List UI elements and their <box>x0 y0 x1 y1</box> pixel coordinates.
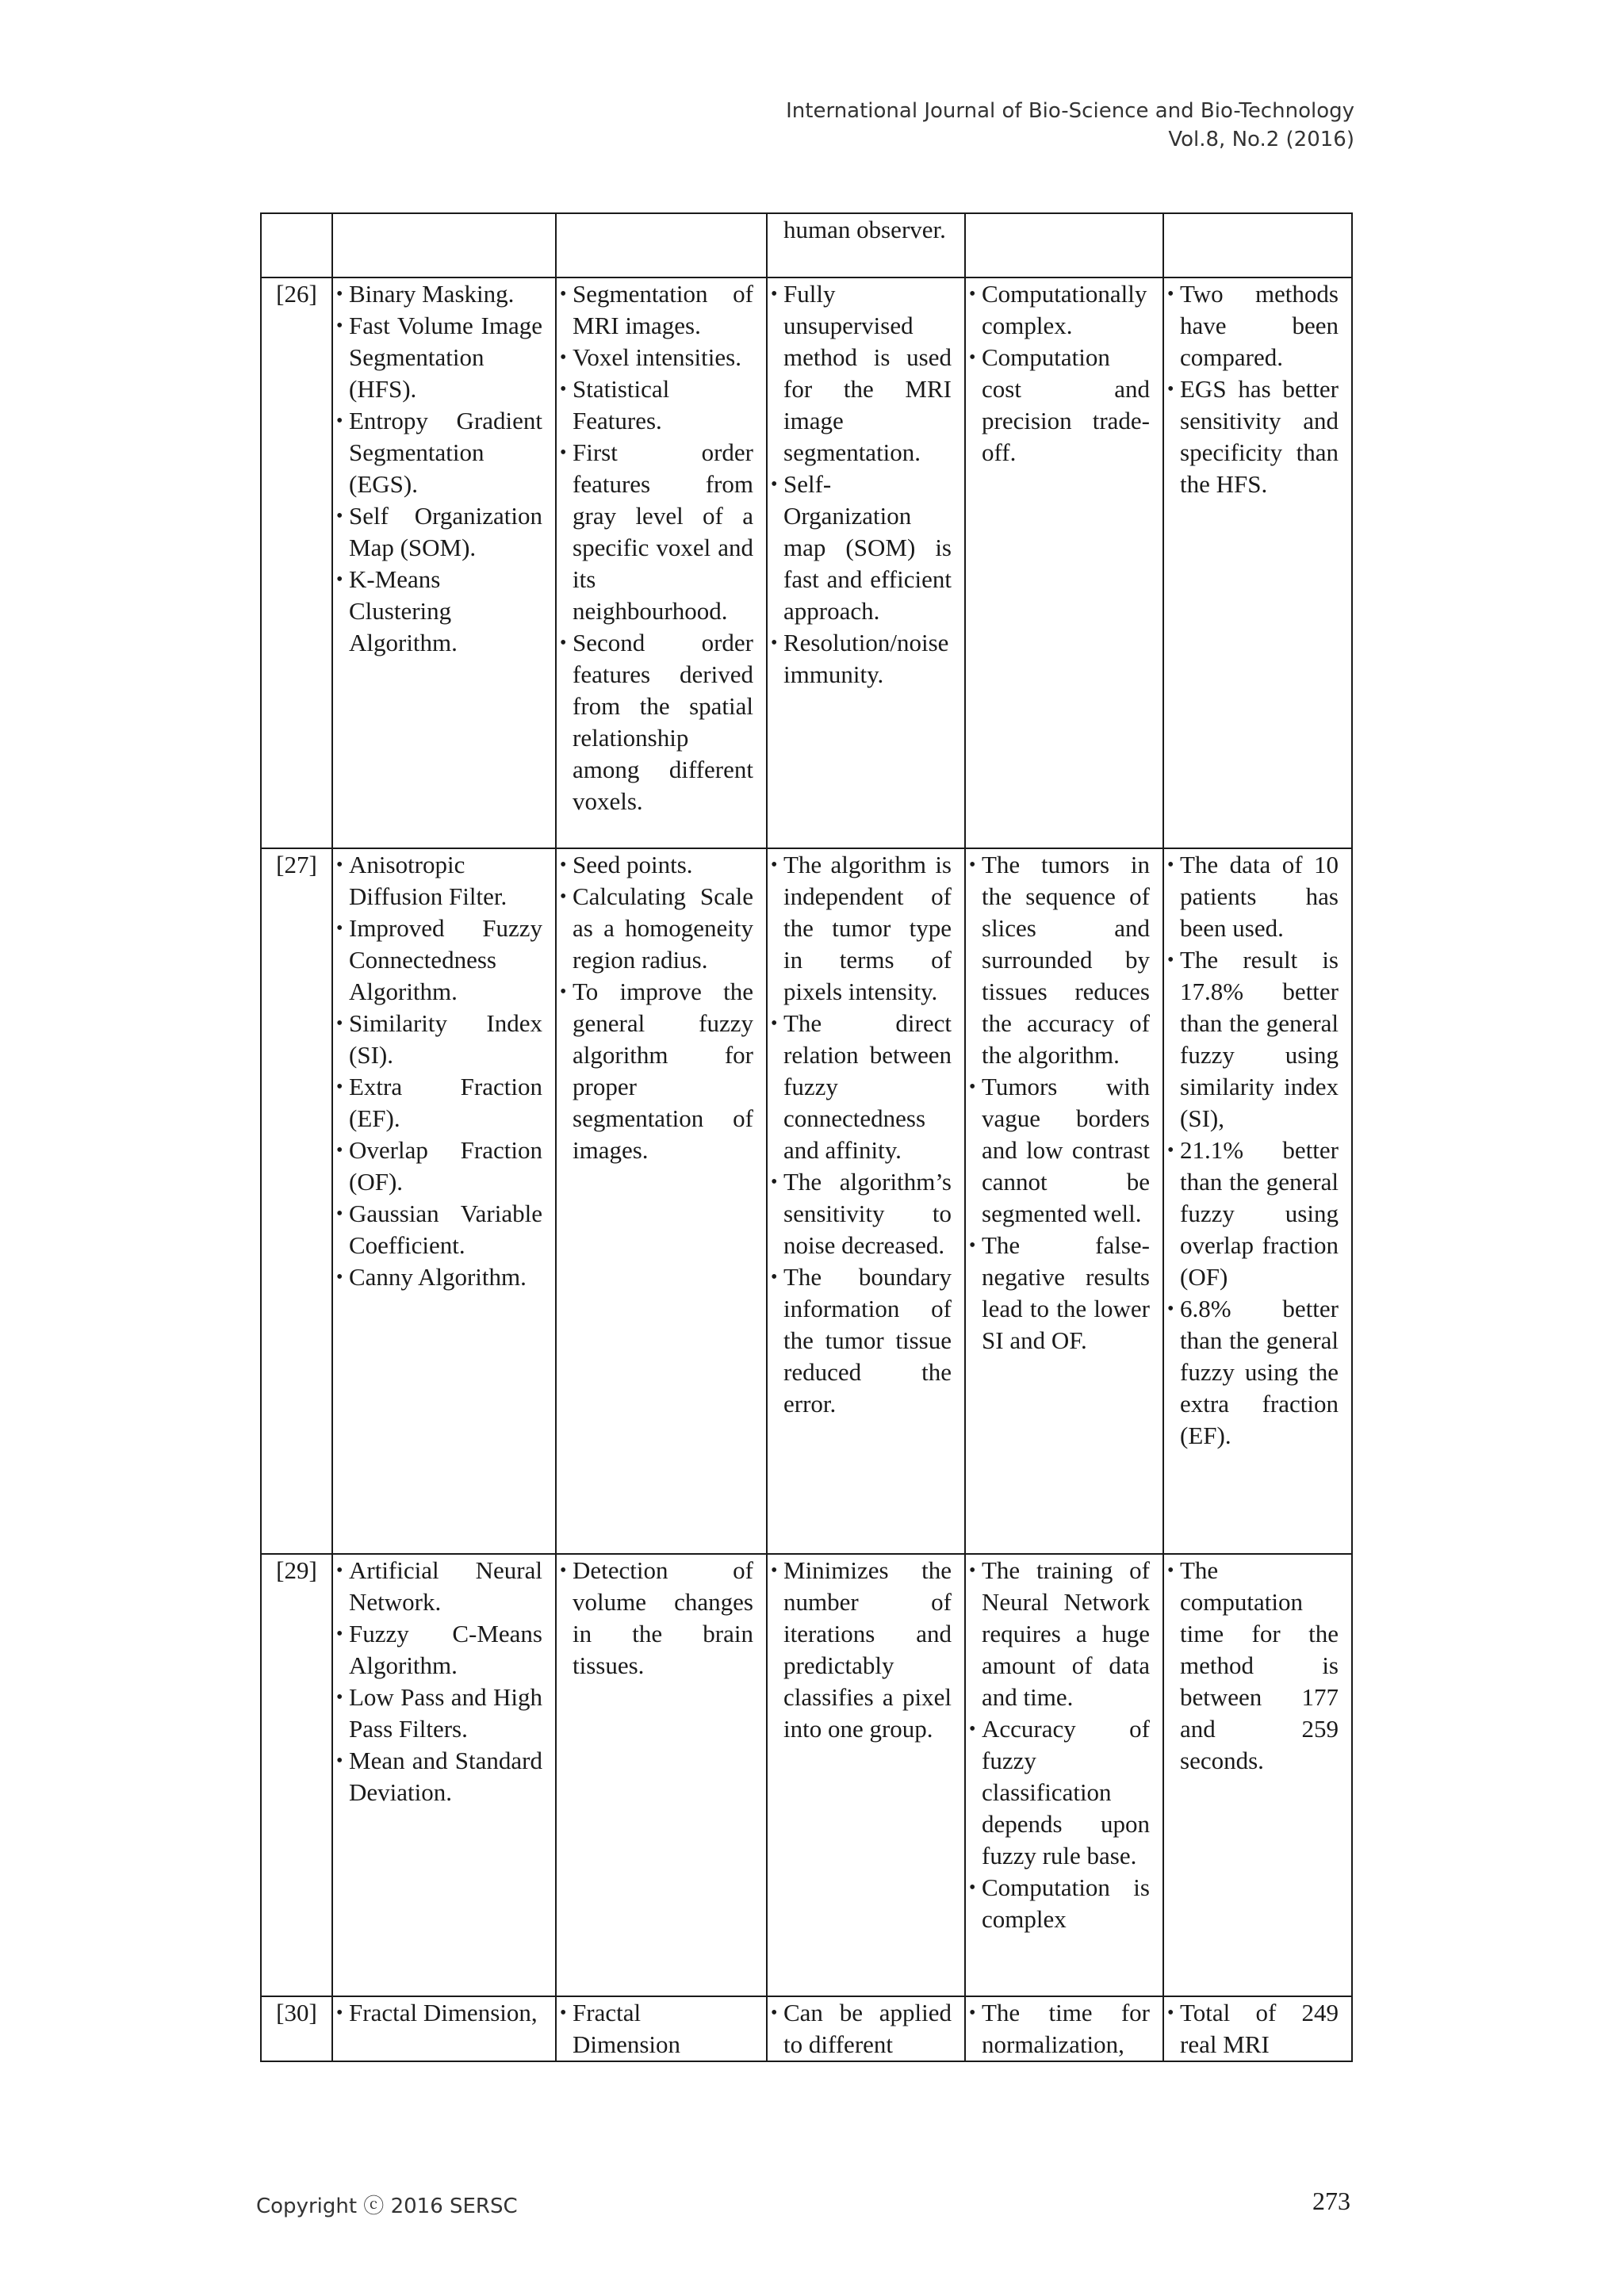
techniques-cell <box>332 213 556 277</box>
advantages-cell <box>767 213 965 277</box>
list-item: • K-Means Clustering Algorithm. <box>336 564 542 659</box>
list-item: • Statistical Features. <box>560 373 753 437</box>
list-item: • The computation time for the method is between 177 and 259 seconds. <box>1167 1555 1339 1777</box>
list-item: • Tumors with vague borders and low contrast cannot be segmented well. <box>969 1071 1150 1230</box>
list-item: • Fractal Dimension <box>560 1997 753 2061</box>
ref-cell <box>261 1554 332 1996</box>
remarks-cell <box>1163 1554 1352 1996</box>
disadvantages-list <box>969 1555 1150 1935</box>
list-item: • Two methods have been compared. <box>1167 278 1339 373</box>
features-cell <box>556 277 767 848</box>
remarks-cell <box>1163 1996 1352 2061</box>
list-item: • Improved Fuzzy Connectedness Algorithm. <box>336 913 542 1008</box>
features-list <box>560 1555 753 1682</box>
techniques-list <box>336 1997 542 2029</box>
techniques-list <box>336 849 542 1293</box>
list-item: • Canny Algorithm. <box>336 1261 542 1293</box>
list-item: • Mean and Standard Deviation. <box>336 1745 542 1808</box>
disadvantages-list <box>969 278 1150 469</box>
list-item: • The data of 10 patients has been used. <box>1167 849 1339 944</box>
remarks-cell <box>1163 213 1352 277</box>
list-item: • Segmentation of MRI images. <box>560 278 753 342</box>
journal-volume: Vol.8, No.2 (2016) <box>1168 128 1354 151</box>
disadvantages-cell <box>965 277 1163 848</box>
disadvantages-cell <box>965 1996 1163 2061</box>
advantages-cell <box>767 1996 965 2061</box>
list-item: • Computationally complex. <box>969 278 1150 342</box>
list-item: • Anisotropic Diffusion Filter. <box>336 849 542 913</box>
list-item: • Can be applied to different <box>771 1997 952 2061</box>
ref-cell <box>261 213 332 277</box>
table-row <box>261 848 1352 1554</box>
ref-number: [27] <box>276 851 317 878</box>
list-item: • Detection of volume changes in the brain tissues. <box>560 1555 753 1682</box>
list-item: • Overlap Fraction (OF). <box>336 1135 542 1198</box>
advantages-list <box>771 1997 952 2061</box>
list-item: • Low Pass and High Pass Filters. <box>336 1682 542 1745</box>
list-item: • Extra Fraction (EF). <box>336 1071 542 1135</box>
copyright-notice: Copyright ⓒ 2016 SERSC <box>256 2195 518 2218</box>
remarks-list <box>1167 1555 1339 1777</box>
list-item: • Second order features derived from the spatial relationship among different voxels. <box>560 627 753 817</box>
techniques-list <box>336 278 542 659</box>
disadvantages-list <box>969 849 1150 1357</box>
list-item: • To improve the general fuzzy algorithm for proper segmentation of images. <box>560 976 753 1166</box>
features-list <box>560 849 753 1166</box>
list-item: • The time for normalization, <box>969 1997 1150 2061</box>
advantages-cell <box>767 277 965 848</box>
features-list <box>560 1997 753 2061</box>
advantages-list <box>771 278 952 691</box>
list-item: • Fractal Dimension, <box>336 1997 542 2029</box>
list-item: • Similarity Index (SI). <box>336 1008 542 1071</box>
table-row <box>261 1996 1352 2061</box>
list-item: • Self-Organization map (SOM) is fast and efficient approach. <box>771 469 952 627</box>
list-item: • Fast Volume Image Segmentation (HFS). <box>336 310 542 405</box>
techniques-cell <box>332 1554 556 1996</box>
ref-cell <box>261 277 332 848</box>
ref-cell <box>261 848 332 1554</box>
list-item: • Artificial Neural Network. <box>336 1555 542 1618</box>
disadvantages-cell <box>965 213 1163 277</box>
list-item: • EGS has better sensitivity and specificity than the HFS. <box>1167 373 1339 500</box>
running-header <box>786 97 1354 154</box>
list-item: • Computation cost and precision trade-off. <box>969 342 1150 469</box>
list-item: • Seed points. <box>560 849 753 881</box>
list-item: • The tumors in the sequence of slices and surrounded by tissues reduces the accuracy of the algorithm. <box>969 849 1150 1071</box>
list-item: • Voxel intensities. <box>560 342 753 373</box>
features-cell <box>556 213 767 277</box>
list-item: • Gaussian Variable Coefficient. <box>336 1198 542 1261</box>
remarks-list <box>1167 278 1339 500</box>
list-item: • Computation is complex <box>969 1872 1150 1935</box>
features-cell <box>556 848 767 1554</box>
list-item: • 21.1% better than the general fuzzy using overlap fraction (OF) <box>1167 1135 1339 1293</box>
advantages-list <box>771 1555 952 1745</box>
techniques-list <box>336 1555 542 1808</box>
ref-number: [30] <box>276 1999 317 2026</box>
table-row-continued <box>261 213 1352 277</box>
list-item: • Fully unsupervised method is used for the MRI image segmentation. <box>771 278 952 469</box>
remarks-list <box>1167 849 1339 1452</box>
list-item: • The direct relation between fuzzy connectedness and affinity. <box>771 1008 952 1166</box>
list-item: • Minimizes the number of iterations and predictably classifies a pixel into one group. <box>771 1555 952 1745</box>
disadvantages-cell <box>965 848 1163 1554</box>
list-item: • The boundary information of the tumor tissue reduced the error. <box>771 1261 952 1420</box>
continued-text: human observer. <box>783 216 946 243</box>
list-item: • Accuracy of fuzzy classification depends upon fuzzy rule base. <box>969 1713 1150 1872</box>
ref-number: [29] <box>276 1556 317 1584</box>
ref-number: [26] <box>276 280 317 308</box>
table-row <box>261 277 1352 848</box>
ref-cell <box>261 1996 332 2061</box>
list-item: • The algorithm’s sensitivity to noise decreased. <box>771 1166 952 1261</box>
features-cell <box>556 1554 767 1996</box>
list-item: • Self Organization Map (SOM). <box>336 500 542 564</box>
remarks-list <box>1167 1997 1339 2061</box>
comparison-table <box>260 212 1353 2062</box>
techniques-cell <box>332 848 556 1554</box>
list-item: • The training of Neural Network requires a huge amount of data and time. <box>969 1555 1150 1713</box>
list-item: • The result is 17.8% better than the general fuzzy using similarity index (SI), <box>1167 944 1339 1135</box>
disadvantages-list <box>969 1997 1150 2061</box>
list-item: • Entropy Gradient Segmentation (EGS). <box>336 405 542 500</box>
remarks-cell <box>1163 848 1352 1554</box>
remarks-cell <box>1163 277 1352 848</box>
list-item: • 6.8% better than the general fuzzy using the extra fraction (EF). <box>1167 1293 1339 1452</box>
list-item: • Total of 249 real MRI <box>1167 1997 1339 2061</box>
disadvantages-cell <box>965 1554 1163 1996</box>
features-cell <box>556 1996 767 2061</box>
page-number: 273 <box>1312 2187 1350 2215</box>
list-item: • Fuzzy C-Means Algorithm. <box>336 1618 542 1682</box>
advantages-list <box>771 849 952 1420</box>
list-item: • First order features from gray level of a specific voxel and its neighbourhood. <box>560 437 753 627</box>
techniques-cell <box>332 1996 556 2061</box>
features-list <box>560 278 753 817</box>
list-item: • The false-negative results lead to the lower SI and OF. <box>969 1230 1150 1357</box>
list-item: • Binary Masking. <box>336 278 542 310</box>
list-item: • Resolution/noise immunity. <box>771 627 952 691</box>
advantages-cell <box>767 848 965 1554</box>
advantages-cell <box>767 1554 965 1996</box>
list-item: • Calculating Scale as a homogeneity region radius. <box>560 881 753 976</box>
techniques-cell <box>332 277 556 848</box>
journal-title: International Journal of Bio-Science and Bio-Technology <box>786 99 1354 123</box>
list-item: • The algorithm is independent of the tumor type in terms of pixels intensity. <box>771 849 952 1008</box>
table-row <box>261 1554 1352 1996</box>
